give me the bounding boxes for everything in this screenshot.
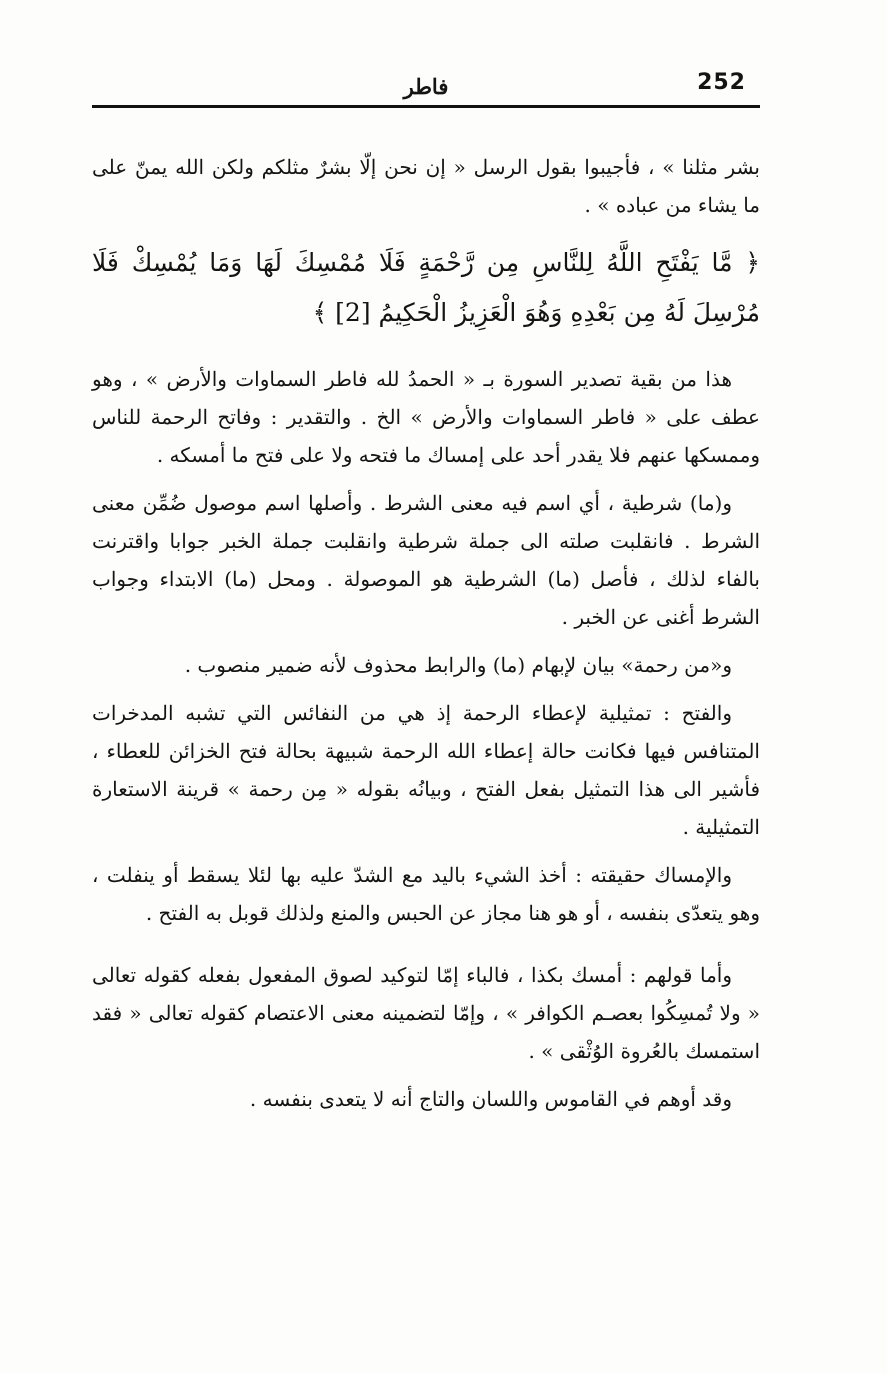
paragraph-4: و«من رحمة» بيان لإبهام (ما) والرابط محذوف لأنه ضمير منصوب . — [184, 653, 732, 677]
paragraph-7: وأما قولهم : أمسك بكذا ، فالباء إمّا لتوكيد لصوق المفعول بفعله كقوله تعالى « ولا تُمسِكُوا بعصـم الكوافر » ، وإمّا لتضمينه معنى الاعتصام كقوله تعالى « فقد استمسك بالعُروة الوُثْقى » . — [92, 963, 760, 1063]
running-title: فاطر — [403, 74, 449, 99]
paragraph-6: والإمساك حقيقته : أخذ الشيء باليد مع الشدّ عليه بها لئلا يسقط أو ينفلت ، وهو يتعدّى بنفسه ، أو هو هنا مجاز عن الحبس والمنع ولذلك قوبل به الفتح . — [92, 863, 760, 925]
paragraph-8: وقد أوهم في القاموس واللسان والتاج أنه لا يتعدى بنفسه . — [249, 1087, 732, 1111]
paragraph-1: بشر مثلنا » ، فأجيبوا بقول الرسل « إن نحن إلّا بشرٌ مثلكم ولكن الله يمنّ على ما يشاء من عباده » . — [92, 155, 760, 217]
page-header — [92, 66, 760, 108]
quran-verse: ﴿ مَّا يَفْتَحِ اللَّهُ لِلنَّاسِ مِن رَّحْمَةٍ فَلَا مُمْسِكَ لَهَا وَمَا يُمْسِكْ فَلَا مُرْسِلَ لَهُ مِن بَعْدِهِ وَهُوَ الْعَزِيزُ الْحَكِيمُ [2] ﴾ — [92, 248, 760, 327]
paragraph-5: والفتح : تمثيلية لإعطاء الرحمة إذ هي من النفائس التي تشبه المدخرات المتنافس فيها فكانت حالة إعطاء الله الرحمة شبيهة بحالة فتح الخزائن للعطاء ، فأشير الى هذا التمثيل بفعل الفتح ، وبيانُه بقوله « مِن رحمة » قرينة الاستعارة التمثيلية . — [92, 701, 760, 839]
page-body — [92, 148, 760, 1128]
paragraph-2: هذا من بقية تصدير السورة بـ « الحمدُ لله فاطر السماوات والأرض » ، وهو عطف على « فاطر السماوات والأرض » الخ . والتقدير : وفاتح الرحمة للناس وممسكها عنهم فلا يقدر أحد على إمساك ما فتحه ولا على فتح ما أمسكه . — [92, 367, 760, 467]
header-rule — [92, 105, 760, 108]
paragraph-3: و(ما) شرطية ، أي اسم فيه معنى الشرط . وأصلها اسم موصول ضُمِّن معنى الشرط . فانقلبت صلته الى جملة شرطية وانقلبت جملة الخبر جوابا واقترنت بالفاء لذلك ، فأصل (ما) الشرطية هو الموصولة . ومحل (ما) الابتداء وجواب الشرط أغنى عن الخبر . — [92, 491, 760, 629]
page-number: 252 — [697, 70, 746, 95]
